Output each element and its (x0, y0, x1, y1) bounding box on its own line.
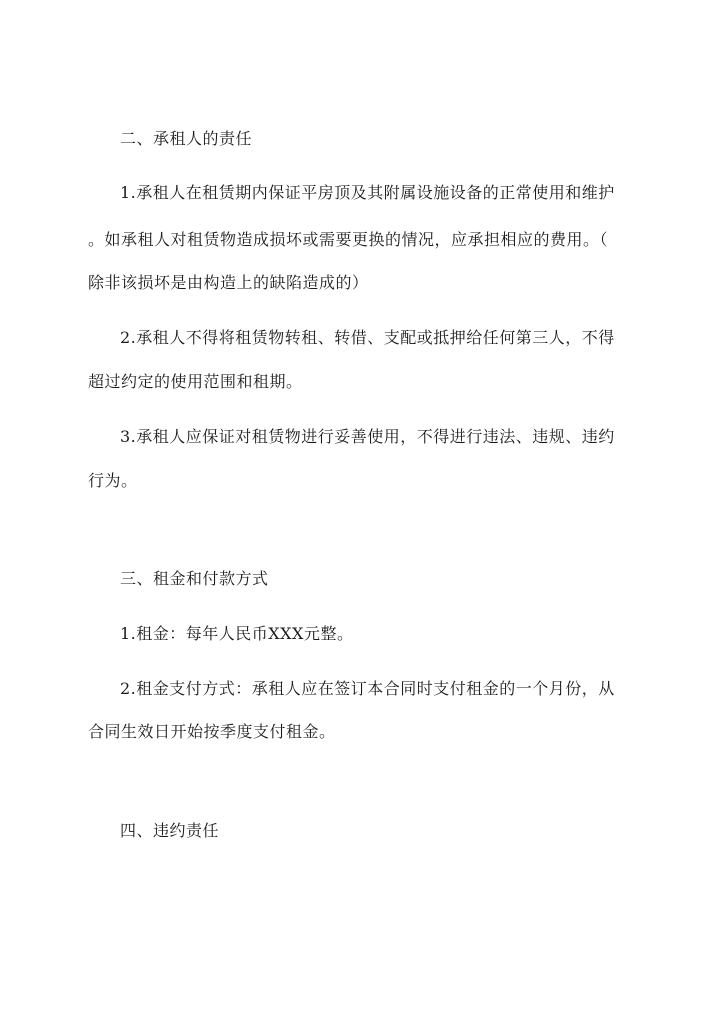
paragraph-line: 除非该损坏是由构造上的缺陷造成的） (88, 273, 369, 292)
paragraph-line: 2.承租人不得将租赁物转租、转借、支配或抵押给任何第三人，不得 (120, 328, 615, 347)
section-heading: 二、承租人的责任 (120, 129, 253, 148)
paragraph-line: 2.租金支付方式：承租人应在签订本合同时支付租金的一个月份，从 (120, 679, 615, 698)
paragraph-line: 。如承租人对租赁物造成损坏或需要更换的情况，应承担相应的费用。（ (88, 230, 609, 249)
paragraph-line: 超过约定的使用范围和租期。 (88, 372, 303, 391)
paragraph-line: 1.承租人在租赁期内保证平房顶及其附属设施设备的正常使用和维护 (120, 183, 615, 202)
paragraph-line: 行为。 (88, 471, 138, 490)
paragraph-line: 3.承租人应保证对租赁物进行妥善使用，不得进行违法、违规、违约 (120, 427, 615, 446)
paragraph-line: 合同生效日开始按季度支付租金。 (88, 722, 336, 741)
section-heading: 四、违约责任 (120, 821, 220, 840)
section-heading: 三、租金和付款方式 (120, 569, 269, 588)
paragraph-line: 1.租金：每年人民币XXX元整。 (120, 624, 354, 643)
